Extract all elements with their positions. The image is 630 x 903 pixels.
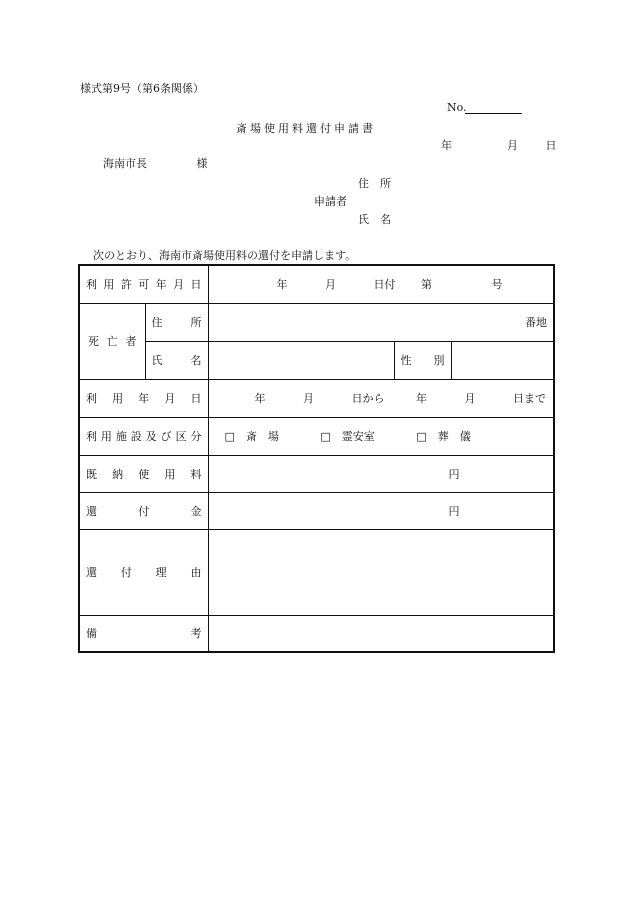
use-date-field[interactable]: 年 月 日から 年 月 日まで [208, 379, 554, 417]
applicant-name-label: 氏 名 [358, 213, 391, 226]
paid-fee-row [79, 455, 554, 492]
date-year: 年 [441, 139, 452, 152]
applicant-address-label: 住 所 [358, 177, 391, 190]
deceased-address-row [79, 303, 554, 341]
reason-field[interactable] [208, 529, 554, 615]
permit-date-label: 利用許可年月日 [79, 265, 208, 303]
facility-option-saijo[interactable]: □ 斎 場 [224, 430, 279, 443]
remarks-field[interactable] [208, 615, 554, 652]
addressee-honorific: 様 [196, 157, 208, 170]
sex-field[interactable] [451, 341, 554, 379]
facility-option-reianshitsu[interactable]: □ 霊安室 [320, 430, 375, 443]
deceased-name-label: 氏 名 [145, 341, 208, 379]
refund-field[interactable] [208, 492, 554, 529]
intro-text: 次のとおり、海南市斎場使用料の還付を申請します。 [93, 249, 357, 262]
address-suffix: 番地 [525, 316, 547, 329]
remarks-label: 備考 [79, 615, 208, 652]
deceased-label: 死亡者 [79, 303, 145, 379]
applicant-label: 申請者 [314, 195, 347, 208]
sex-label: 性 別 [394, 341, 451, 379]
reason-label: 還付理由 [79, 529, 208, 615]
paid-fee-yen: 円 [448, 467, 460, 481]
deceased-address-field[interactable] [208, 303, 554, 341]
permit-date-field[interactable]: 年 月 日付 第 号 [208, 265, 554, 303]
deceased-name-row [79, 341, 554, 379]
date-day: 日 [545, 139, 557, 152]
document-title: 斎場使用料還付申請書 [236, 122, 376, 135]
permit-date-row [79, 265, 554, 303]
facility-option-sogi[interactable]: □ 葬 儀 [416, 430, 471, 443]
deceased-name-field[interactable] [208, 341, 394, 379]
paid-fee-field[interactable] [208, 455, 554, 492]
date-month: 月 [507, 139, 518, 152]
use-date-row [79, 379, 554, 417]
use-date-label: 利用年月日 [79, 379, 208, 417]
paid-fee-label: 既納使用料 [79, 455, 208, 492]
application-table [78, 264, 555, 653]
addressee [103, 155, 208, 171]
reason-row [79, 529, 554, 615]
refund-row [79, 492, 554, 529]
number-field-line [465, 113, 522, 114]
number-label: No. [447, 101, 467, 114]
refund-label: 還付金 [79, 492, 208, 529]
form-number: 様式第9号（第6条関係） [80, 82, 204, 95]
refund-yen: 円 [448, 504, 460, 518]
remarks-row [79, 615, 554, 652]
facility-row [79, 417, 554, 455]
deceased-address-label: 住 所 [145, 303, 208, 341]
addressee-name: 海南市長 [103, 157, 147, 170]
facility-options [208, 417, 554, 455]
facility-label: 利用施設及び区分 [79, 417, 208, 455]
date-line [441, 137, 557, 153]
